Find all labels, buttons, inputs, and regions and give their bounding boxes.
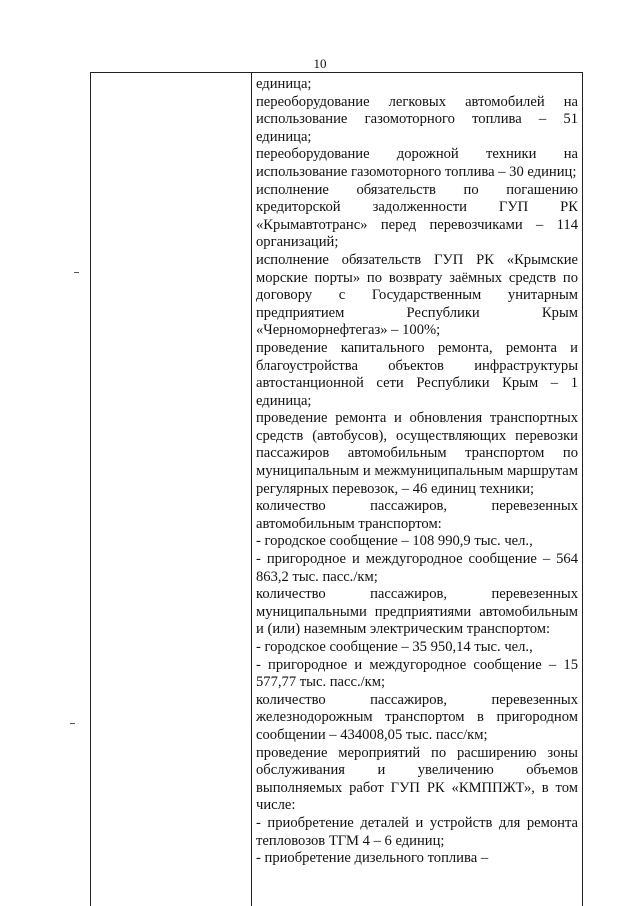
document-table (90, 72, 583, 906)
paragraph: - приобретение деталей и устройств для ремонта тепловозов ТГМ 4 – 6 единиц; (256, 814, 578, 849)
table-right-border (582, 73, 583, 906)
paragraph: переоборудование дорожной техники на использование газомоторного топлива – 30 единиц; (256, 146, 578, 180)
table-cell-content (256, 76, 578, 868)
paragraph: проведение капитального ремонта, ремонта и благоустройства объектов инфраструктуры автостанционной сети Республики Крым – 1 единица; (256, 339, 578, 409)
paragraph: - городское сообщение – 108 990,9 тыс. чел., (256, 533, 533, 550)
paragraph: количество пассажиров, перевезенных железнодорожным транспортом в пригородном сообщении – 434008,05 тыс. пасс/км; (256, 691, 578, 743)
paragraph: единица; (256, 76, 312, 92)
paragraph: исполнение обязательств ГУП РК «Крымские морские порты» по возврату заёмных средств по договору с Государственным унитарным предприятием Республики Крым «Черноморнефтегаз» – 100%; (256, 251, 578, 339)
paragraph: количество пассажиров, перевезенных муниципальными предприятиями автомобильным и (или) наземным электрическим транспортом: (256, 586, 578, 638)
paragraph: - пригородное и междугородное сообщение – 564 863,2 тыс. пасс./км; (256, 551, 578, 585)
scan-artifact (74, 272, 79, 273)
paragraph: переоборудование легковых автомобилей на использование газомоторного топлива – 51 единица; (256, 93, 578, 145)
page-number: 10 (313, 56, 327, 71)
paragraph: проведение мероприятий по расширению зоны обслуживания и увеличению объемов выполняемых работ ГУП РК «КМППЖТ», в том числе: (256, 744, 578, 814)
paragraph: - городское сообщение – 35 950,14 тыс. чел., (256, 639, 533, 655)
paragraph: - пригородное и междугородное сообщение – 15 577,77 тыс. пасс./км; (256, 656, 578, 691)
paragraph: проведение ремонта и обновления транспортных средств (автобусов), осуществляющих перевозки пассажиров автомобильным транспортом по муниципальным и межмуниципальным маршрутам регулярных перевозок, – 46 единиц техники; (256, 410, 578, 497)
paragraph: исполнение обязательств по погашению кредиторской задолженности ГУП РК «Крымавтотранс» перед перевозчиками – 114 организаций; (256, 181, 578, 251)
scan-artifact (70, 723, 75, 724)
column-divider (251, 73, 252, 906)
paragraph: - приобретение дизельного топлива – (256, 850, 489, 867)
paragraph: количество пассажиров, перевезенных автомобильным транспортом: (256, 498, 578, 532)
